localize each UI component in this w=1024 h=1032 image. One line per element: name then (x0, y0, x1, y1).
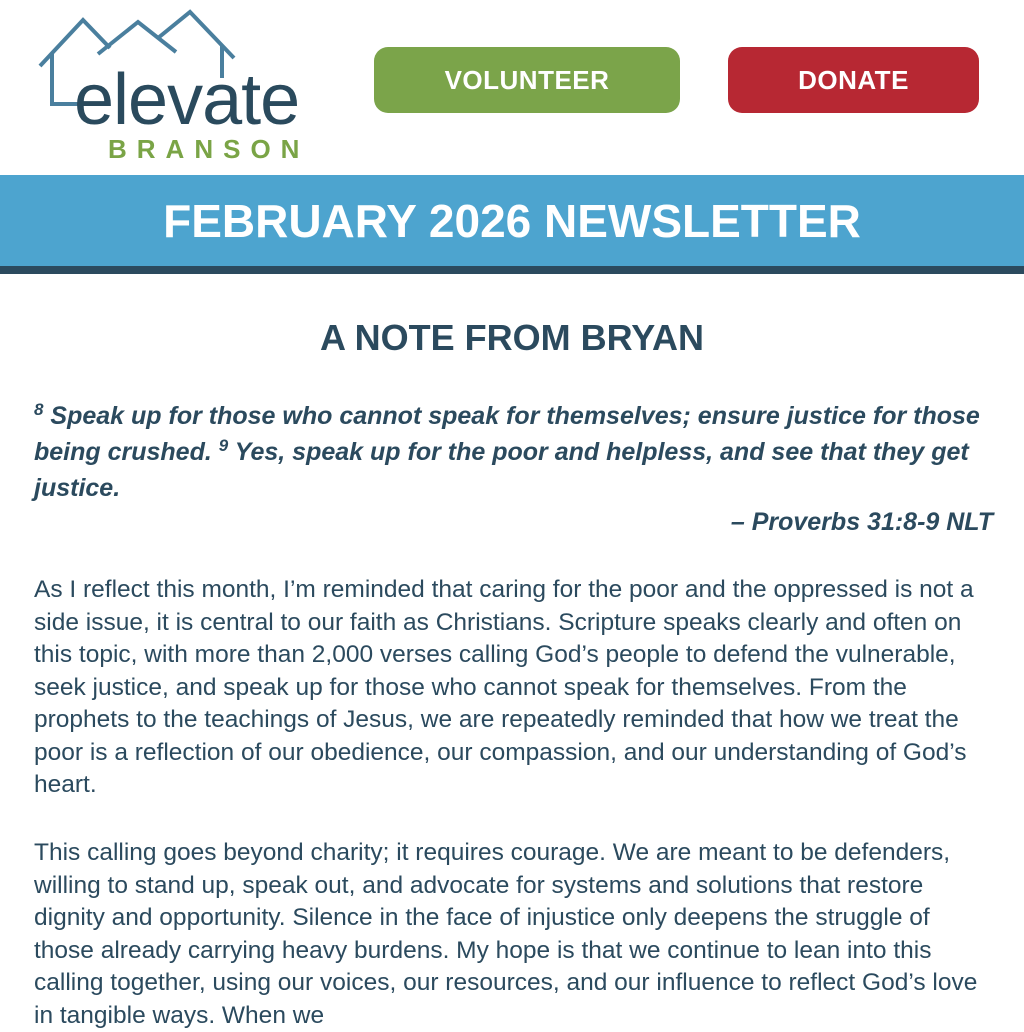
body-paragraph: This calling goes beyond charity; it requires courage. We are meant to be defenders, willing to stand up, speak out, and advocate for systems and solutions that restore dignity and opportunity. Silence in the face of injustice only deepens the struggle of those already carrying heavy burdens. My hope is that we continue to lean into this calling together, using our voices, our resources, and our influence to reflect God’s love in tangible ways. When we (34, 839, 978, 1029)
logo-subtitle: BRANSON (108, 134, 310, 164)
body-paragraph: As I reflect this month, I’m reminded that caring for the poor and the oppressed is not a side issue, it is central to our faith as Christians. Scripture speaks clearly and often on this topic, with more than 2,000 verses calling God’s people to defend the vulnerable, seek justice, and speak up for those who cannot speak for themselves. From the prophets to the teachings of Jesus, we are repeatedly reminded that how we treat the poor is a reflection of our obedience, our compassion, and our understanding of God’s heart. (34, 576, 974, 798)
verse-number: 8 (34, 400, 44, 419)
donate-button[interactable]: DONATE (728, 47, 979, 113)
banner-divider (0, 266, 1024, 274)
verse-citation: – Proverbs 31:8-9 NLT (730, 508, 993, 536)
logo-wordmark: elevate (74, 60, 300, 140)
scripture-quote (34, 398, 994, 506)
header (0, 0, 1024, 175)
newsletter-title: FEBRUARY 2026 NEWSLETTER (163, 194, 861, 247)
section-title: A NOTE FROM BRYAN (319, 317, 704, 358)
verse-text: Yes, speak up for the poor and helpless, and see that they get justice. (34, 438, 969, 502)
verse-text: Speak up for those who cannot speak for themselves; ensure justice for those being crushed. (34, 402, 980, 466)
elevate-branson-logo[interactable] (38, 8, 338, 164)
volunteer-button[interactable]: VOLUNTEER (374, 47, 680, 113)
newsletter-banner (0, 175, 1024, 266)
verse-number: 9 (218, 436, 229, 455)
